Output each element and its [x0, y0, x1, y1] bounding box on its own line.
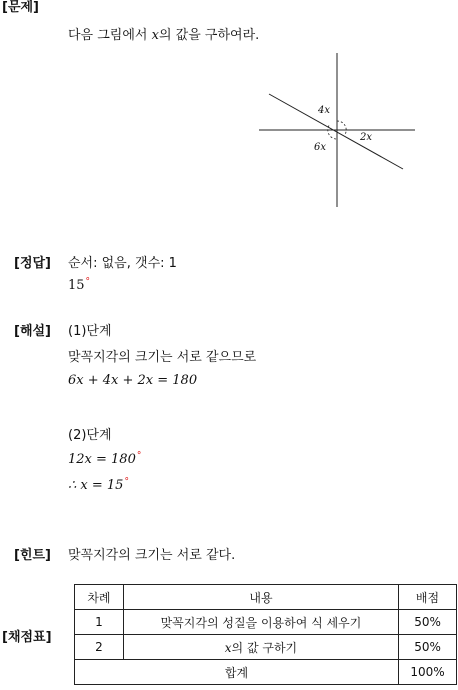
header-points: 배점 — [399, 585, 457, 610]
scoring-total-row — [75, 660, 457, 685]
row1-points: 50% — [399, 610, 457, 635]
answer-meta: 순서: 없음, 갯수: 1 — [68, 256, 177, 271]
slanted-line — [269, 94, 403, 169]
solution-step1-title: (1)단계 — [68, 324, 112, 339]
row2-points: 50% — [399, 635, 457, 660]
scoring-label: [채점표] — [2, 630, 52, 645]
problem-text-before: 다음 그림에서 — [68, 28, 152, 43]
solution-step1-text: 맞꼭지각의 크기는 서로 같으므로 — [68, 350, 257, 365]
solution-step2-equation-text: 12x = 180 — [68, 452, 136, 467]
problem-label: [문제] — [2, 0, 39, 15]
problem-variable: x — [151, 28, 159, 43]
hint-text: 맞꼭지각의 크기는 서로 같다. — [68, 548, 236, 563]
scoring-table — [74, 584, 457, 685]
answer-value — [68, 277, 90, 293]
problem-text-after: 의 값을 구하여라. — [158, 28, 260, 43]
row2-content-text: 의 값 구하기 — [231, 640, 298, 655]
table-row — [75, 635, 457, 660]
solution-step2-equation — [68, 451, 141, 467]
hint-label: [힌트] — [14, 548, 51, 563]
scoring-header-row — [75, 585, 457, 610]
angle-label-2x: 2x — [360, 132, 373, 143]
row2-content-var: x — [224, 640, 232, 655]
total-points: 100% — [399, 660, 457, 685]
solution-step2-title: (2)단계 — [68, 428, 112, 443]
header-content: 내용 — [123, 585, 398, 610]
solution-conclusion — [68, 477, 129, 493]
table-row — [75, 610, 457, 635]
problem-text — [68, 24, 259, 43]
row1-content: 맞꼭지각의 성질을 이용하여 식 세우기 — [123, 610, 398, 635]
answer-label: [정답] — [14, 256, 51, 271]
answer-number: 15 — [68, 278, 85, 293]
angle-label-6x: 6x — [314, 142, 327, 153]
solution-conclusion-degree: ° — [124, 477, 129, 487]
solution-step1-equation: 6x + 4x + 2x = 180 — [68, 373, 198, 388]
intersecting-lines-figure — [255, 50, 420, 210]
answer-degree: ° — [85, 277, 91, 287]
total-label: 합계 — [75, 660, 399, 685]
angle-label-4x: 4x — [318, 105, 331, 116]
solution-step2-degree: ° — [136, 451, 142, 461]
row2-content — [123, 635, 398, 660]
header-order: 차례 — [75, 585, 124, 610]
row1-order: 1 — [75, 610, 124, 635]
solution-label: [해설] — [14, 324, 51, 339]
row2-order: 2 — [75, 635, 124, 660]
solution-conclusion-text: ∴ x = 15 — [68, 478, 124, 493]
